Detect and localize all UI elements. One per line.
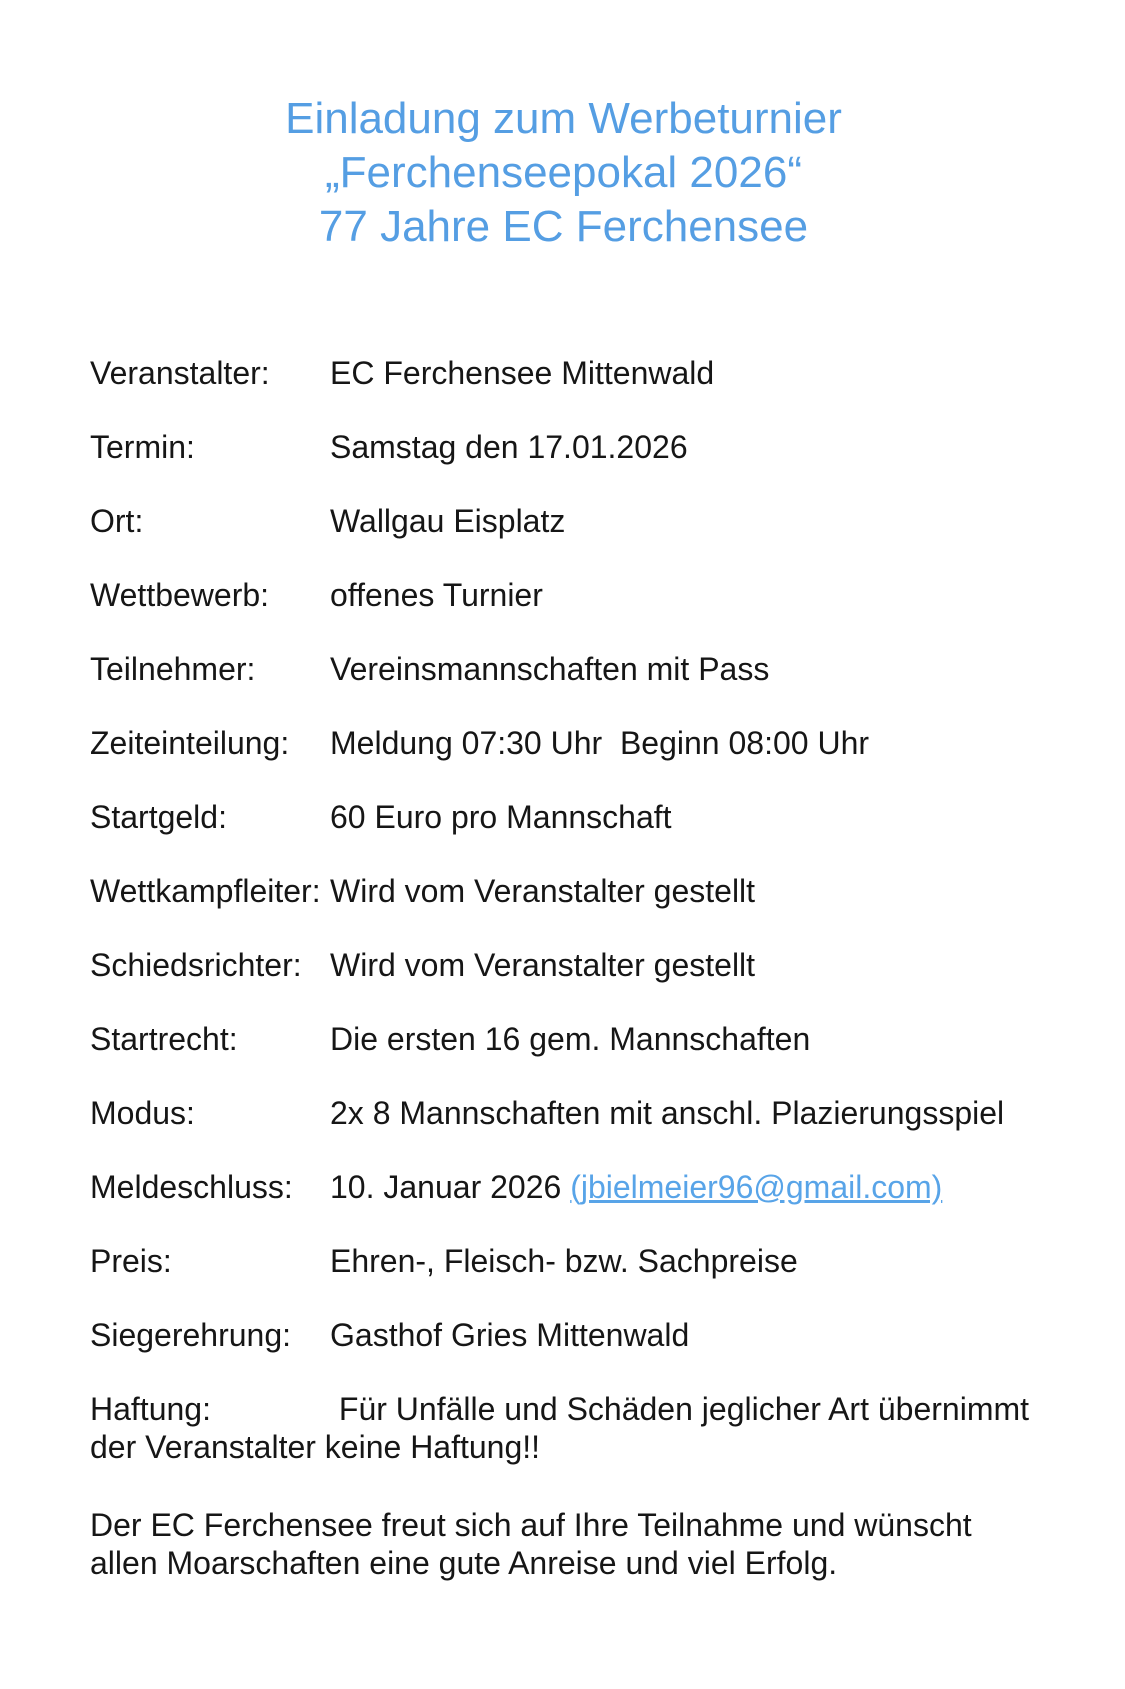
title-line-3: 77 Jahre EC Ferchensee xyxy=(318,202,809,251)
field-row-modus xyxy=(90,1094,1037,1132)
field-value-zeiteinteilung: Meldung 07:30 Uhr Beginn 08:00 Uhr xyxy=(330,725,870,761)
email-link[interactable]: (jbielmeier96@gmail.com) xyxy=(570,1169,943,1205)
field-row-schiedsrichter xyxy=(90,946,1037,984)
field-value-wettbewerb: offenes Turnier xyxy=(330,577,543,613)
field-row-meldeschluss xyxy=(90,1168,1037,1206)
field-label-meldeschluss: Meldeschluss: xyxy=(90,1169,293,1205)
field-label-zeiteinteilung: Zeiteinteilung: xyxy=(90,725,290,761)
field-value-veranstalter: EC Ferchensee Mittenwald xyxy=(330,355,715,391)
field-label-wettkampfleiter: Wettkampfleiter: xyxy=(90,873,321,909)
field-value-haftung: Für Unfälle und Schäden jeglicher Art übernimmt der Veranstalter keine Haftung!! xyxy=(90,1391,1038,1465)
field-row-veranstalter xyxy=(90,354,1037,392)
field-value-termin: Samstag den 17.01.2026 xyxy=(330,429,688,465)
field-value-ort: Wallgau Eisplatz xyxy=(330,503,566,539)
field-label-termin: Termin: xyxy=(90,429,195,465)
field-label-schiedsrichter: Schiedsrichter: xyxy=(90,947,302,983)
field-row-siegerehrung xyxy=(90,1316,1037,1354)
field-value-wettkampfleiter: Wird vom Veranstalter gestellt xyxy=(330,873,756,909)
field-label-veranstalter: Veranstalter: xyxy=(90,355,270,391)
field-label-modus: Modus: xyxy=(90,1095,195,1131)
field-value-modus: 2x 8 Mannschaften mit anschl. Plazierungsspiel xyxy=(330,1095,1005,1131)
field-value-schiedsrichter: Wird vom Veranstalter gestellt xyxy=(330,947,756,983)
field-row-termin xyxy=(90,428,1037,466)
field-row-startgeld xyxy=(90,798,1037,836)
field-row-teilnehmer xyxy=(90,650,1037,688)
field-value-preis: Ehren-, Fleisch- bzw. Sachpreise xyxy=(330,1243,798,1279)
field-row-wettbewerb xyxy=(90,576,1037,614)
document-title xyxy=(90,92,1037,254)
field-row-startrecht xyxy=(90,1020,1037,1058)
field-label-preis: Preis: xyxy=(90,1243,172,1279)
field-value-siegerehrung: Gasthof Gries Mittenwald xyxy=(330,1317,690,1353)
field-label-haftung: Haftung: xyxy=(90,1391,211,1427)
field-value-meldeschluss xyxy=(330,1169,942,1205)
field-value-startrecht: Die ersten 16 gem. Mannschaften xyxy=(330,1021,811,1057)
field-row-haftung xyxy=(90,1390,1037,1466)
meldeschluss-date: 10. Januar 2026 xyxy=(330,1169,571,1205)
field-label-teilnehmer: Teilnehmer: xyxy=(90,651,256,687)
field-value-startgeld: 60 Euro pro Mannschaft xyxy=(330,799,672,835)
field-label-startgeld: Startgeld: xyxy=(90,799,227,835)
title-line-1: Einladung zum Werbeturnier xyxy=(285,94,842,143)
field-label-siegerehrung: Siegerehrung: xyxy=(90,1317,292,1353)
field-label-wettbewerb: Wettbewerb: xyxy=(90,577,270,613)
field-label-startrecht: Startrecht: xyxy=(90,1021,238,1057)
field-row-zeiteinteilung xyxy=(90,724,1037,762)
closing-paragraph: Der EC Ferchensee freut sich auf Ihre Teilnahme und wünscht allen Moarschaften eine gute Anreise und viel Erfolg. xyxy=(90,1507,981,1581)
field-row-ort xyxy=(90,502,1037,540)
field-row-preis xyxy=(90,1242,1037,1280)
field-value-teilnehmer: Vereinsmannschaften mit Pass xyxy=(330,651,770,687)
field-label-ort: Ort: xyxy=(90,503,144,539)
title-line-2: „Ferchenseepokal 2026“ xyxy=(325,148,802,197)
field-row-wettkampfleiter xyxy=(90,872,1037,910)
